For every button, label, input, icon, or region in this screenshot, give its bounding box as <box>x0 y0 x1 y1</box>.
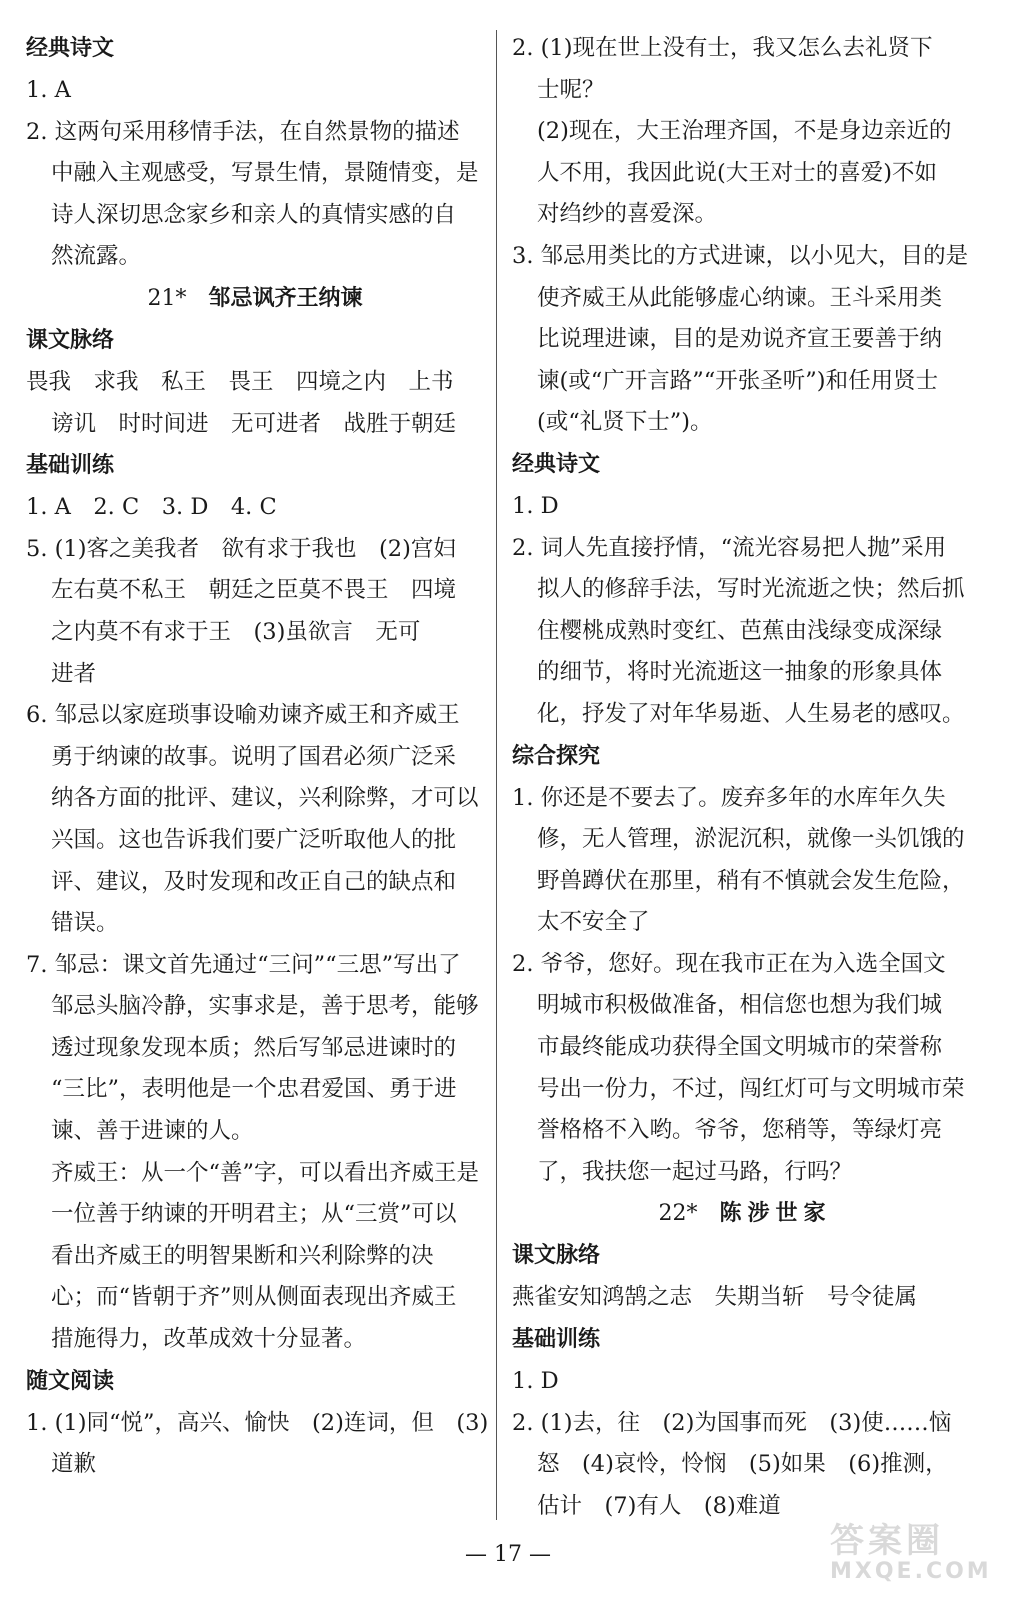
text-line: 中融入主观感受，写景生情，景随情变，是 <box>51 160 479 187</box>
text-line: 誉格格不入哟。爷爷，您稍等，等绿灯亮 <box>537 1117 943 1144</box>
text-line: 透过现象发现本质；然后写邹忌进谏时的 <box>51 1034 457 1061</box>
text-line: 燕雀安知鸿鹄之志 失期当斩 号令徒属 <box>512 1284 918 1311</box>
text-line: 人不用，我因此说(大王对士的喜爱)不如 <box>537 159 938 186</box>
text-line: 评、建议，及时发现和改正自己的缺点和 <box>51 868 457 895</box>
text-line: 对绉纱的喜爱深。 <box>537 201 718 228</box>
text-line: 太不安全了 <box>537 909 650 936</box>
text-line: 拟人的修辞手法，写时光流逝之快；然后抓 <box>537 576 965 603</box>
lesson-title <box>26 278 484 320</box>
text-line: 1. (1)同“悦”，高兴、愉快 (2)连词，但 (3) <box>26 1409 489 1436</box>
text-line: 邹忌头脑冷静，实事求是，善于思考，能够 <box>51 993 479 1020</box>
text-line: 齐威王：从一个“善”字，可以看出齐威王是 <box>51 1159 480 1186</box>
text-line: 2. (1)去，往 (2)为国事而死 (3)使……恼 <box>512 1409 952 1436</box>
text-line: 比说理进谏，目的是劝说齐宣王要善于纳 <box>537 326 943 353</box>
lesson-title <box>512 1193 978 1235</box>
page-number: — 17 — <box>465 1542 551 1567</box>
text-line: 住樱桃成熟时变红、芭蕉由浅绿变成深绿 <box>537 617 943 644</box>
text-line: 士呢？ <box>537 76 605 103</box>
left-column <box>26 28 489 1486</box>
text-line: 左右莫不私王 朝廷之臣莫不畏王 四境 <box>51 577 457 604</box>
text-line: (2)现在，大王治理齐国，不是身边亲近的 <box>537 118 952 145</box>
section-heading: 课文脉络 <box>26 327 115 353</box>
text-line: 看出齐威王的明智果断和兴利除弊的决 <box>51 1242 434 1269</box>
section-heading: 课文脉络 <box>512 1243 601 1269</box>
text-line: 1. D <box>512 492 559 519</box>
text-line: 明城市积极做准备，相信您也想为我们城 <box>537 992 943 1019</box>
text-line: 之内莫不有求于王 (3)虽欲言 无可 <box>51 618 421 645</box>
text-line: (或“礼贤下士”)。 <box>537 409 713 436</box>
text-line: 进者 <box>51 660 97 687</box>
text-line: 的细节，将时光流逝这一抽象的形象具体 <box>537 659 943 686</box>
text-line: 1. D <box>512 1368 559 1395</box>
text-line: 了，我扶您一起过马路，行吗？ <box>537 1158 853 1185</box>
text-line: 7. 邹忌：课文首先通过“三问”“三思”写出了 <box>26 951 461 978</box>
text-line: 谏(或“广开言路”“开张圣听”)和任用贤士 <box>537 367 939 394</box>
section-heading: 经典诗文 <box>26 36 115 61</box>
text-line: 2. (1)现在世上没有士，我又怎么去礼贤下 <box>512 35 933 61</box>
text-line: 估计 (7)有人 (8)难道 <box>537 1492 781 1519</box>
lesson-name: 陈涉世家 <box>719 1201 832 1227</box>
section-heading: 综合探究 <box>512 743 601 769</box>
text-line: 诗人深切思念家乡和亲人的真情实感的自 <box>51 201 457 228</box>
text-line: “三比”，表明他是一个忠君爱国、勇于进 <box>51 1076 457 1103</box>
text-line: 怒 (4)哀怜，怜悯 (5)如果 (6)推测， <box>537 1451 948 1478</box>
text-line: 使齐威王从此能够虚心纳谏。王斗采用类 <box>537 284 943 311</box>
text-line: 心；而“皆朝于齐”则从侧面表现出齐威王 <box>51 1284 457 1311</box>
text-line: 1. 你还是不要去了。废弃多年的水库年久失 <box>512 784 946 811</box>
text-line: 谤讥 时时间进 无可进者 战胜于朝廷 <box>51 410 457 437</box>
lesson-number: 21* <box>147 285 187 311</box>
text-line: 1. A <box>26 77 71 103</box>
text-line: 1. A 2. C 3. D 4. C <box>26 494 277 521</box>
text-line: 错误。 <box>51 910 119 937</box>
text-line: 畏我 求我 私王 畏王 四境之内 上书 <box>26 368 454 395</box>
section-heading: 随文阅读 <box>26 1368 115 1394</box>
text-line: 纳各方面的批评、建议，兴利除弊，才可以 <box>51 785 479 812</box>
column-divider <box>496 30 497 1520</box>
text-line: 3. 邹忌用类比的方式进谏，以小见大，目的是 <box>512 242 969 269</box>
text-line: 2. 爷爷，您好。现在我市正在为入选全国文 <box>512 950 946 977</box>
text-line: 5. (1)客之美我者 欲有求于我也 (2)宫妇 <box>26 535 456 562</box>
section-heading: 基础训练 <box>512 1327 601 1353</box>
lesson-name: 邹忌讽齐王纳谏 <box>208 285 363 311</box>
text-line: 市最终能成功获得全国文明城市的荣誉称 <box>537 1034 943 1061</box>
lesson-number: 22* <box>658 1201 698 1227</box>
text-line: 化，抒发了对年华易逝、人生易老的感叹。 <box>537 700 965 727</box>
section-heading: 基础训练 <box>26 453 115 479</box>
text-line: 2. 这两句采用移情手法，在自然景物的描述 <box>26 118 460 145</box>
text-line: 修，无人管理，淤泥沉积，就像一头饥饿的 <box>537 826 965 853</box>
text-line: 6. 邹忌以家庭琐事设喻劝谏齐威王和齐威王 <box>26 702 460 729</box>
section-heading: 经典诗文 <box>512 451 601 477</box>
text-line: 措施得力，改革成效十分显著。 <box>51 1326 367 1353</box>
text-line: 谏、善于进谏的人。 <box>51 1118 254 1145</box>
watermark-logo: 答案圈 MXQE.COM <box>830 1521 992 1584</box>
text-line: 野兽蹲伏在那里，稍有不慎就会发生危险， <box>537 867 965 894</box>
right-column <box>512 28 978 1527</box>
text-line: 一位善于纳谏的开明君主；从“三赏”可以 <box>51 1201 457 1228</box>
text-line: 号出一份力，不过，闯红灯可与文明城市荣 <box>537 1075 965 1102</box>
text-line: 勇于纳谏的故事。说明了国君必须广泛采 <box>51 743 457 770</box>
text-line: 兴国。这也告诉我们要广泛听取他人的批 <box>51 826 457 853</box>
text-line: 2. 词人先直接抒情，“流光容易把人抛”采用 <box>512 534 947 561</box>
text-line: 然流露。 <box>51 243 142 270</box>
text-line: 道歉 <box>51 1451 97 1478</box>
